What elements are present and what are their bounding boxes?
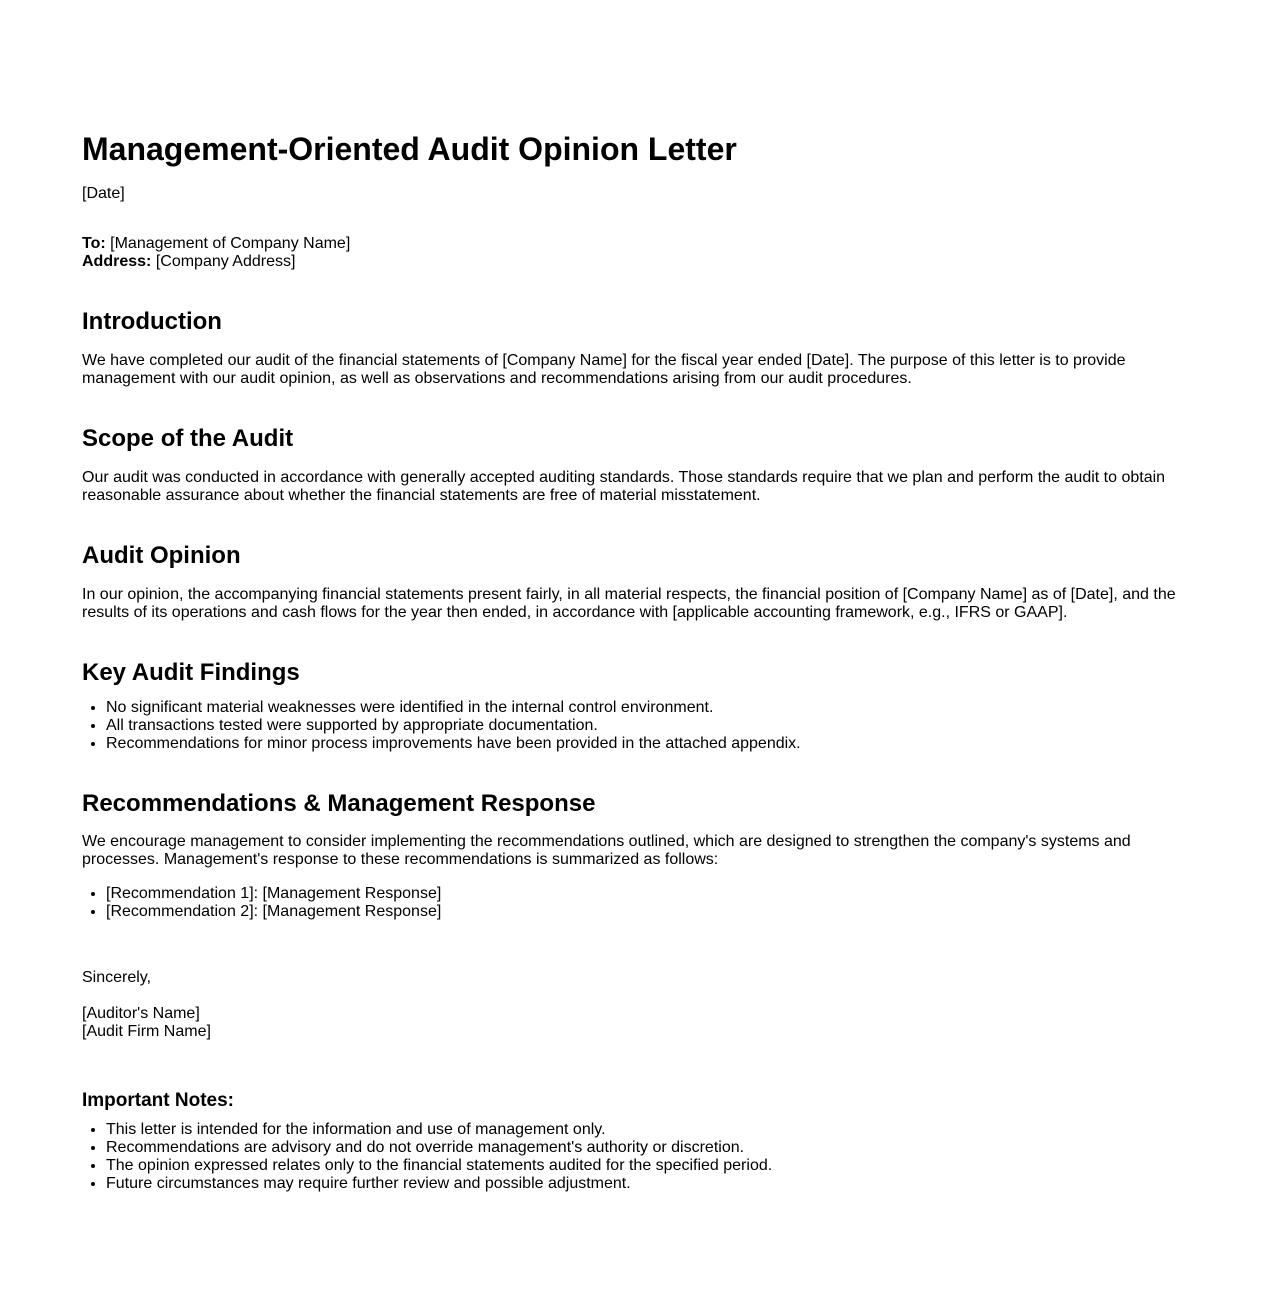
- list-item: • Recommendations for minor process improvements have been provided in the attached appendix.: [106, 735, 801, 753]
- recipient-block: [82, 235, 1192, 271]
- audit-firm-name: [Audit Firm Name]: [82, 1023, 211, 1040]
- findings-heading: Key Audit Findings: [82, 659, 300, 686]
- list-item: • Recommendations are advisory and do not override management's authority or discretion.: [106, 1139, 772, 1157]
- recommendations-text: We encourage management to consider implementing the recommendations outlined, which are designed to strengthen the company's systems and processes. Management's response to these recommendations is summarized as follows:: [82, 833, 1131, 868]
- address-label: Address:: [82, 253, 152, 270]
- page-title: Management-Oriented Audit Opinion Letter: [82, 131, 737, 167]
- list-item: • All transactions tested were supported by appropriate documentation.: [106, 717, 801, 735]
- closing-salutation: Sincerely,: [82, 969, 152, 986]
- opinion-heading: Audit Opinion: [82, 542, 241, 569]
- recommendations-heading: Recommendations & Management Response: [82, 790, 596, 817]
- scope-heading: Scope of the Audit: [82, 425, 294, 452]
- notes-heading: Important Notes:: [82, 1090, 234, 1111]
- address-value: [Company Address]: [155, 253, 296, 270]
- auditor-name: [Auditor's Name]: [82, 1005, 200, 1022]
- findings-list: [82, 699, 801, 753]
- opinion-text: In our opinion, the accompanying financial statements present fairly, in all material respects, the financial position of [Company Name] as of [Date], and the results of its operations and cash flows for the year then ended, in accordance with [applicable accounting framework, e.g., IFRS or GAAP].: [82, 586, 1176, 621]
- list-item: • Future circumstances may require further review and possible adjustment.: [106, 1175, 772, 1193]
- to-value: [Management of Company Name]: [110, 235, 351, 252]
- list-item: • No significant material weaknesses were identified in the internal control environment.: [106, 699, 801, 717]
- signature-block: [82, 1005, 1192, 1041]
- list-item: • [Recommendation 2]: [Management Response]: [106, 903, 441, 921]
- list-item: • This letter is intended for the information and use of management only.: [106, 1121, 772, 1139]
- letter-date: [Date]: [82, 185, 125, 202]
- to-label: To:: [82, 235, 106, 252]
- recipient-to-line: [82, 235, 1192, 253]
- recipient-address-line: [82, 253, 1192, 271]
- scope-text: Our audit was conducted in accordance with generally accepted auditing standards. Those standards require that we plan and perform the audit to obtain reasonable assurance about whether the financial statements are free of material misstatement.: [82, 469, 1166, 504]
- introduction-heading: Introduction: [82, 308, 222, 335]
- list-item: • The opinion expressed relates only to the financial statements audited for the specified period.: [106, 1157, 772, 1175]
- recommendations-list: [82, 885, 441, 921]
- introduction-text: We have completed our audit of the financial statements of [Company Name] for the fiscal year ended [Date]. The purpose of this letter is to provide management with our audit opinion, as well as observations and recommendations arising from our audit procedures.: [82, 352, 1126, 387]
- notes-list: [82, 1121, 772, 1193]
- list-item: • [Recommendation 1]: [Management Response]: [106, 885, 441, 903]
